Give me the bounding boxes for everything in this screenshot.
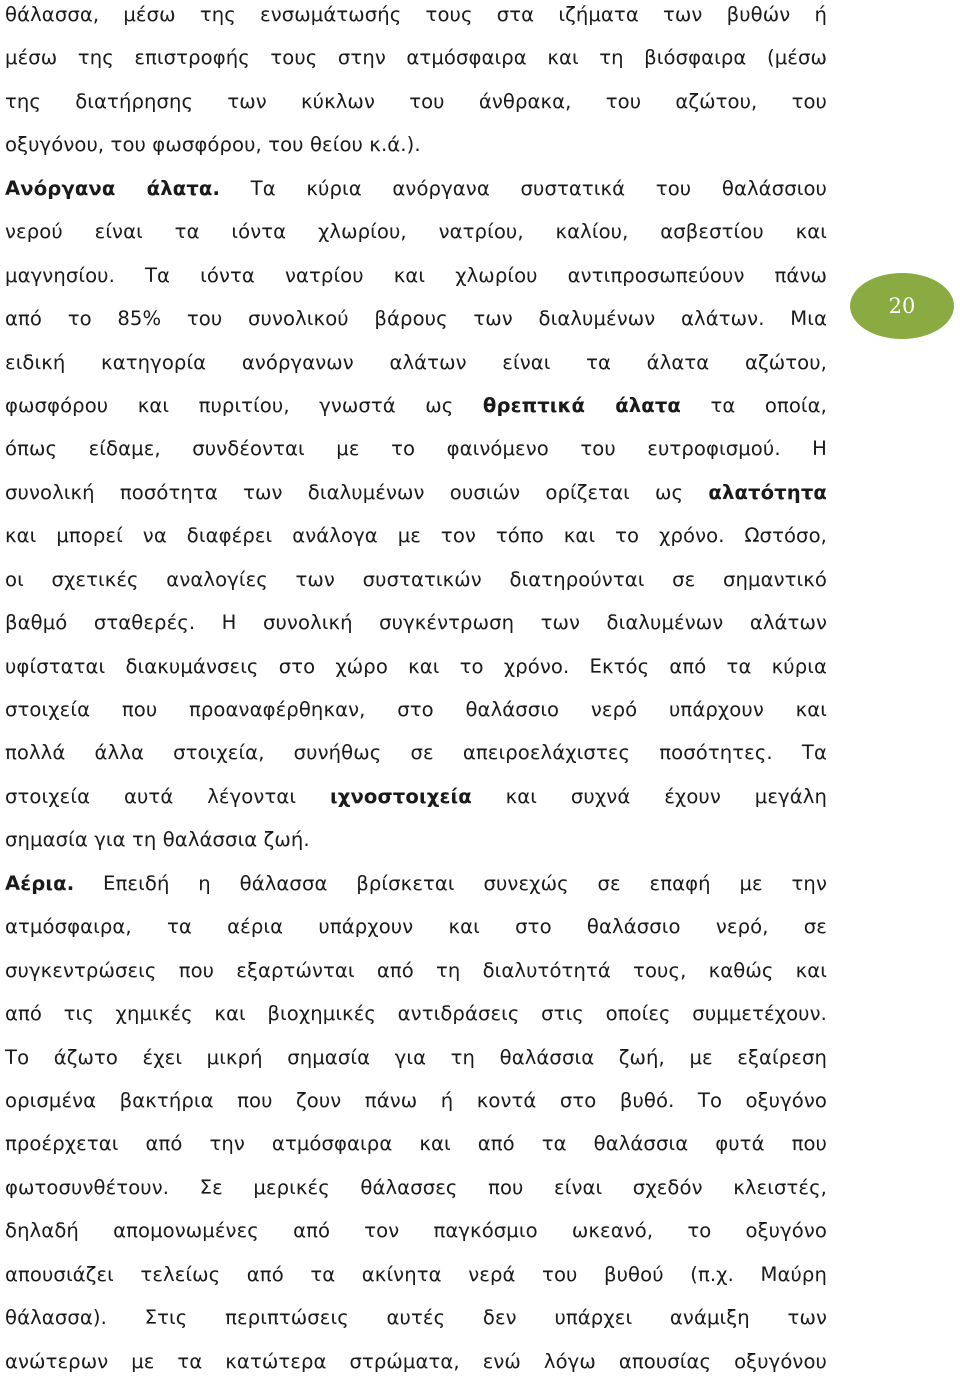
text-span: Επειδή η θάλασσα βρίσκεται συνεχώς σε επαφή με την xyxy=(74,871,827,895)
text-line: βαθμό σταθερές. Η συνολική συγκέντρωση των διαλυμένων αλάτων xyxy=(5,611,827,635)
text-line: υφίσταται διακυμάνσεις στο χώρο και το χρόνο. Εκτός από τα κύρια xyxy=(5,654,827,678)
text-line: ανώτερων με τα κατώτερα στρώματα, ενώ λόγω απουσίας οξυγόνου xyxy=(5,1349,827,1373)
text-line: θάλασσα). Στις περιπτώσεις αυτές δεν υπάρχει ανάμιξη των xyxy=(5,1306,827,1330)
section-heading-gases: Αέρια. xyxy=(5,871,75,895)
text-span: τα οποία, xyxy=(680,393,828,417)
text-line: ειδική κατηγορία ανόργανων αλάτων είναι τα άλατα αζώτου, xyxy=(5,350,827,374)
page-number: 20 xyxy=(888,294,916,318)
keyword-nutrient-salts: θρεπτικά άλατα xyxy=(482,393,681,417)
text-line: μαγνησίου. Τα ιόντα νατρίου και χλωρίου αντιπροσωπεύουν πάνω xyxy=(5,263,827,287)
text-line xyxy=(5,391,827,434)
text-line: ατμόσφαιρα, τα αέρια υπάρχουν και στο θαλάσσιο νερό, σε xyxy=(5,915,827,939)
text-span: συνολική ποσότητα των διαλυμένων ουσιών ορίζεται ως xyxy=(5,480,709,504)
text-line: από το 85% του συνολικού βάρους των διαλυμένων αλάτων. Μια xyxy=(5,307,827,331)
keyword-trace-elements: ιχνοστοιχεία xyxy=(329,784,472,808)
document-body xyxy=(5,0,827,1390)
text-line: στοιχεία που προαναφέρθηκαν, στο θαλάσσιο νερό υπάρχουν και xyxy=(5,698,827,721)
text-line: Το άζωτο έχει μικρή σημασία για τη θαλάσσια ζωή, με εξαίρεση xyxy=(5,1045,827,1069)
text-line: όπως είδαμε, συνδέονται με το φαινόμενο του ευτροφισμού. Η xyxy=(5,437,827,461)
text-line: ορισμένα βακτήρια που ζουν πάνω ή κοντά στο βυθό. Το οξυγόνο xyxy=(5,1088,827,1112)
text-line: οι σχετικές αναλογίες των συστατικών διατηρούνται σε σημαντικό xyxy=(5,567,827,591)
text-line: από τις χημικές και βιοχημικές αντιδράσεις στις οποίες συμμετέχουν. xyxy=(5,1002,827,1026)
text-line: δηλαδή απομονωμένες από τον παγκόσμιο ωκεανό, το οξυγόνο xyxy=(5,1219,827,1243)
text-line xyxy=(5,869,827,912)
text-line: της διατήρησης των κύκλων του άνθρακα, του αζώτου, του xyxy=(5,89,827,113)
page-number-badge xyxy=(850,273,954,339)
text-line: και μπορεί να διαφέρει ανάλογα με τον τόπο και το χρόνο. Ωστόσο, xyxy=(5,524,827,548)
section-heading-salts: Ανόργανα άλατα. xyxy=(5,176,220,200)
text-span: Τα κύρια ανόργανα συστατικά του θαλάσσιου xyxy=(219,176,827,200)
text-line: νερού είναι τα ιόντα χλωρίου, νατρίου, καλίου, ασβεστίου και xyxy=(5,220,827,244)
text-line: σημασία για τη θαλάσσια ζωή. xyxy=(5,828,310,852)
text-line: προέρχεται από την ατμόσφαιρα και από τα θαλάσσια φυτά που xyxy=(5,1132,827,1156)
keyword-salinity: αλατότητα xyxy=(708,480,827,504)
text-line: φωτοσυνθέτουν. Σε μερικές θάλασσες που είναι σχεδόν κλειστές, xyxy=(5,1175,827,1199)
text-span: και συχνά έχουν μεγάλη xyxy=(471,784,827,808)
text-span: φωσφόρου και πυριτίου, γνωστά ως xyxy=(5,393,483,417)
text-span: στοιχεία αυτά λέγονται xyxy=(5,784,330,808)
text-line: μέσω της επιστροφής τους στην ατμόσφαιρα και τη βιόσφαιρα (μέσω xyxy=(5,46,827,70)
text-line xyxy=(5,782,827,825)
text-line: θάλασσα, μέσω της ενσωμάτωσής τους στα ιζήματα των βυθών ή xyxy=(5,3,827,26)
text-line: συγκεντρώσεις που εξαρτώνται από τη διαλυτότητά τους, καθώς και xyxy=(5,958,827,982)
text-line: απουσιάζει τελείως από τα ακίνητα νερά του βυθού (π.χ. Μαύρη xyxy=(5,1262,827,1286)
text-line: πολλά άλλα στοιχεία, συνήθως σε απειροελάχιστες ποσότητες. Τα xyxy=(5,741,827,765)
text-line: οξυγόνου, του φωσφόρου, του θείου κ.ά.). xyxy=(5,133,421,157)
text-line xyxy=(5,174,827,217)
text-line xyxy=(5,478,827,521)
